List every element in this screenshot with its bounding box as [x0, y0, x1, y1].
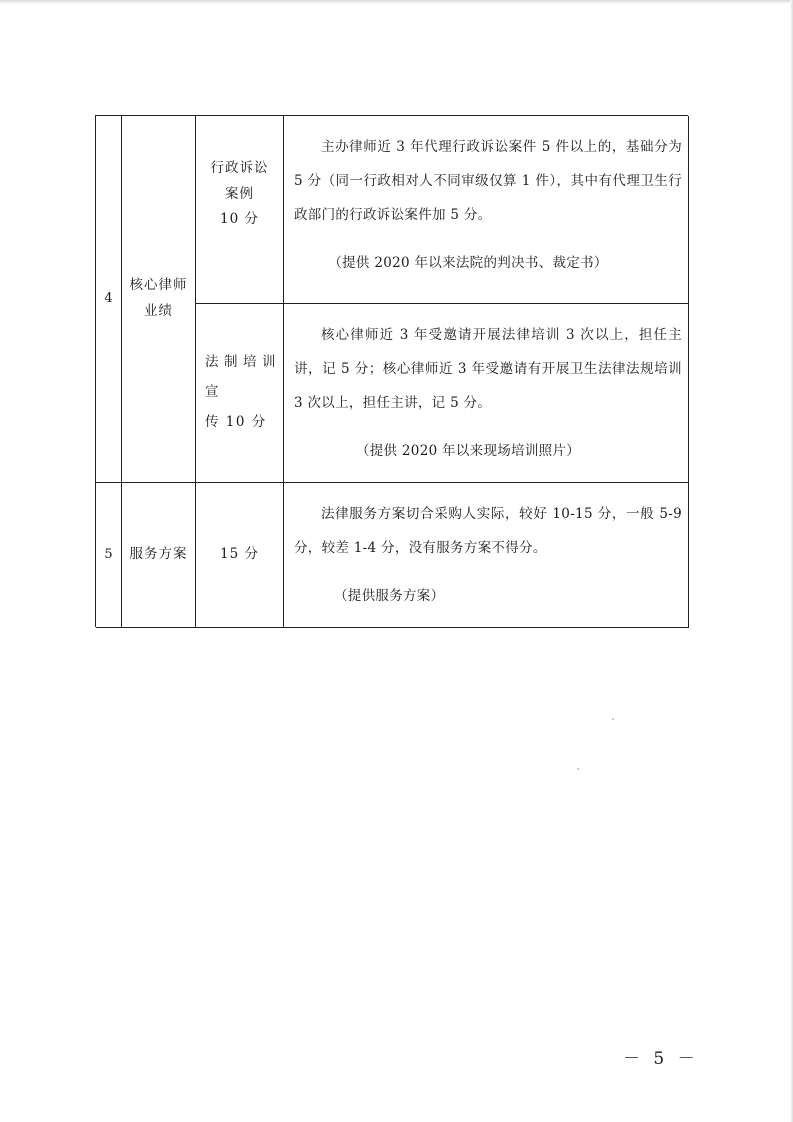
row4-category-cell [122, 116, 196, 483]
row4b-evidence-note: （提供 2020 年以来现场培训照片） [355, 443, 581, 459]
scan-speck [612, 718, 614, 720]
row4b-label-line-2: 传 10 分 [205, 413, 267, 430]
row4b-content-cell [284, 304, 689, 483]
row4b-criteria-text: 核心律师近 3 年受邀请开展法律培训 3 次以上，担任主讲，记 5 分；核心律师近 3 年受邀请有开展卫生法律法规培训 3 次以上，担任主讲，记 5 分。 [294, 327, 682, 411]
page-number: － 5 － [623, 1049, 699, 1069]
row4-number: 4 [104, 290, 113, 306]
row5-category: 服务方案 [129, 546, 188, 563]
row4a-evidence-note: （提供 2020 年以来法院的判决书、裁定书） [328, 255, 608, 271]
row4-category-line-2: 业绩 [144, 303, 173, 319]
row4-number-cell [96, 116, 122, 483]
scan-speck [577, 768, 579, 770]
row5-evidence-note: （提供服务方案） [334, 588, 445, 604]
row5-score-cell [196, 483, 284, 628]
row4a-criteria-text: 主办律师近 3 年代理行政诉讼案件 5 件以上的，基础分为 5 分（同一行政相对人不同审级仅算 1 件），其中有代理卫生行政部门的行政诉讼案件加 5 分。 [294, 139, 682, 223]
row5-criteria-text: 法律服务方案切合采购人实际，较好 10-15 分，一般 5-9 分，较差 1-4 分，没有服务方案不得分。 [294, 506, 682, 556]
scan-edge-top [0, 0, 793, 4]
row4-category-line-1: 核心律师 [129, 277, 188, 294]
row4a-content-cell [284, 116, 689, 304]
row5-number: 5 [104, 546, 113, 562]
row4b-label-line-1: 法制培训宣 [205, 354, 277, 401]
row4a-label-line-1: 行政诉讼 [210, 160, 269, 176]
row5-content-cell [284, 483, 689, 628]
row4a-label-cell [196, 116, 284, 304]
row5-score: 15 分 [220, 546, 259, 563]
row5-number-cell [96, 483, 122, 628]
scoring-table [95, 115, 688, 627]
row4a-label-line-2: 案例 [225, 185, 254, 202]
row4a-label-line-3: 10 分 [220, 211, 259, 228]
row4b-label-cell [196, 304, 284, 483]
row5-category-cell [122, 483, 196, 628]
